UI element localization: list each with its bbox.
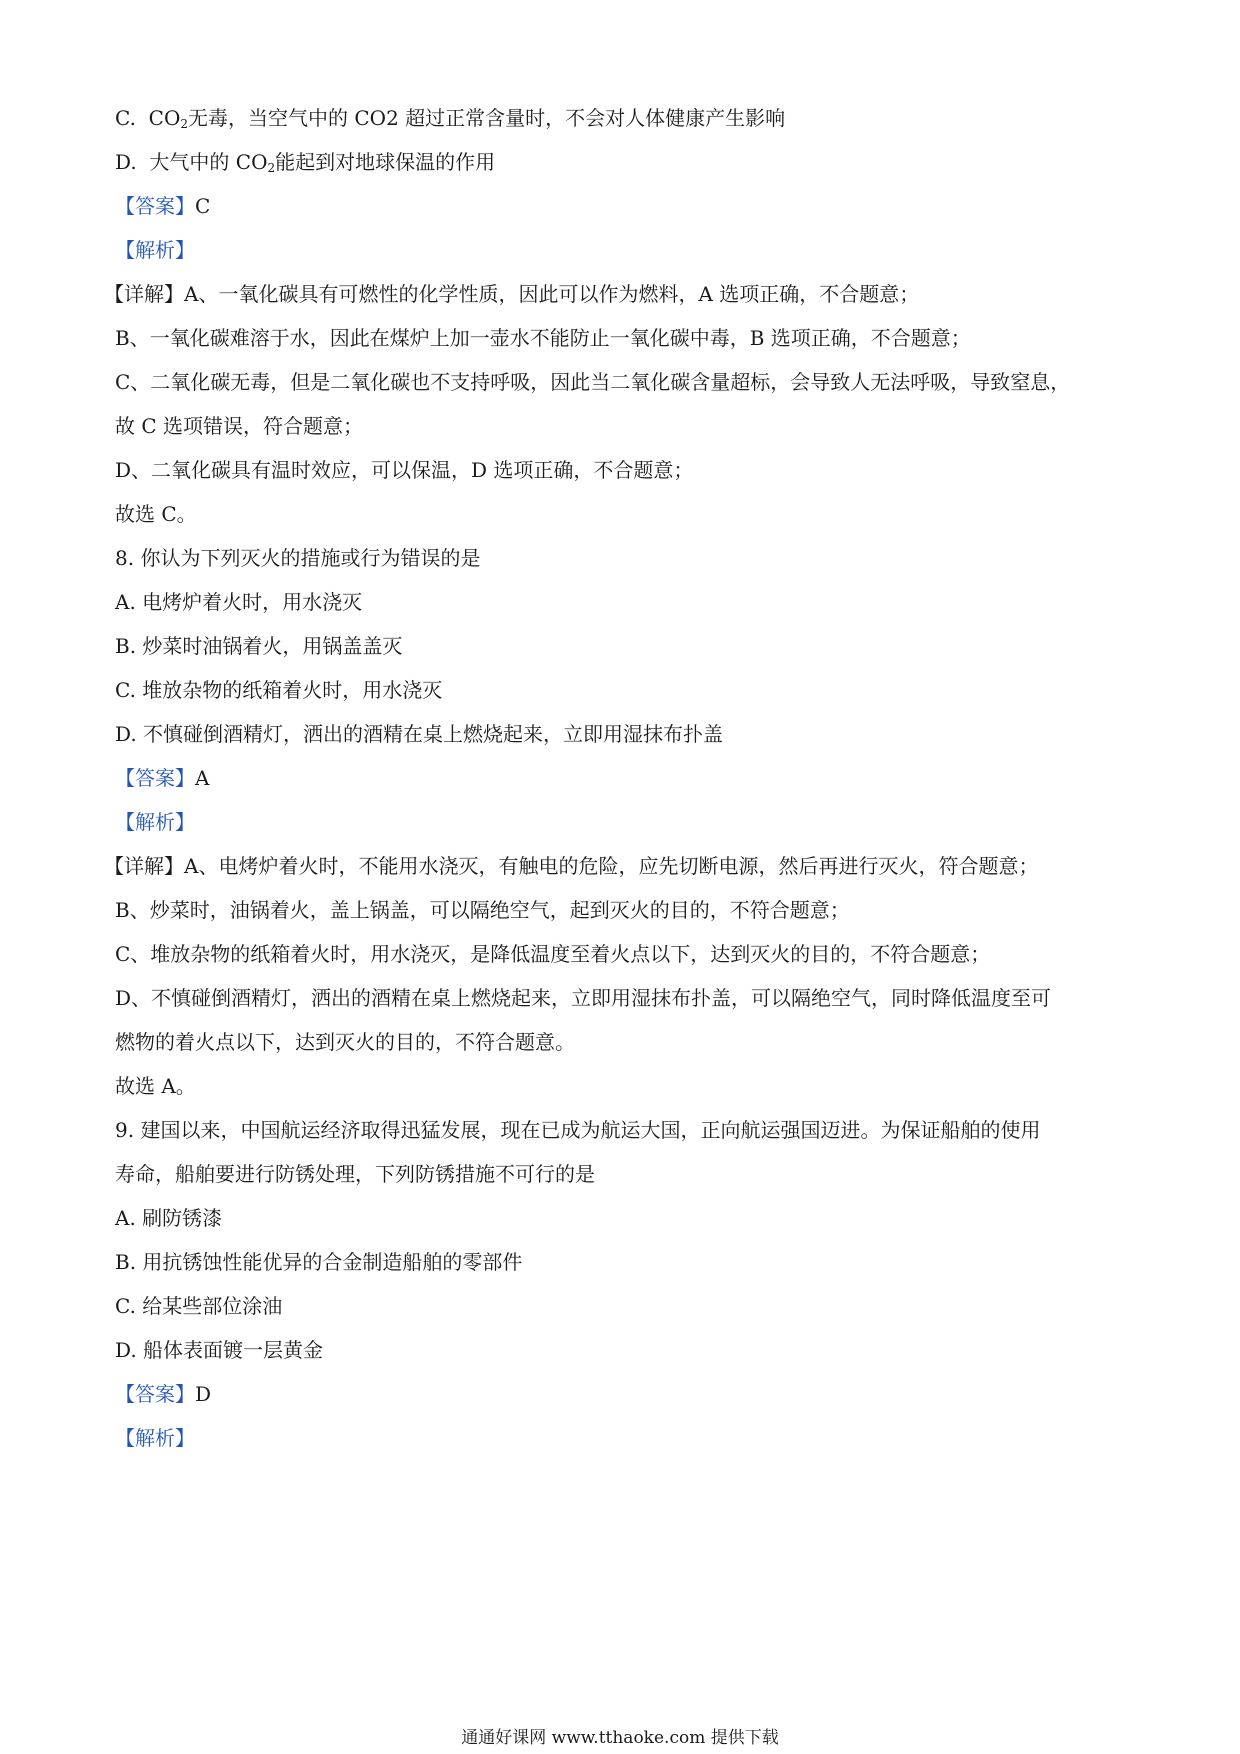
q7-detail-line: 故 C 选项错误，符合题意； (115, 414, 364, 438)
q9-option-d: D. 船体表面镀一层黄金 (115, 1338, 324, 1362)
q8-option-d: D. 不慎碰倒酒精灯，洒出的酒精在桌上燃烧起来，立即用湿抹布扑盖 (115, 722, 724, 746)
q8-detail-line: 燃物的着火点以下，达到灭火的目的，不符合题意。 (115, 1030, 575, 1054)
detail-tag: 【详解】 (104, 282, 184, 306)
q8-answer: 【答案】A (115, 766, 210, 790)
q7-detail-line: B、一氧化碳难溶于水，因此在煤炉上加一壶水不能防止一氧化碳中毒，B 选项正确，不合题意； (115, 326, 971, 350)
q9-option-a: A. 刷防锈漆 (115, 1206, 223, 1230)
detail-tag: 【详解】 (104, 854, 184, 878)
q8-detail-line: B、炒菜时，油锅着火，盖上锅盖，可以隔绝空气，起到灭火的目的，不符合题意； (115, 898, 850, 922)
q9-answer: 【答案】D (115, 1382, 212, 1406)
q7-detail-line: C、二氧化碳无毒，但是二氧化碳也不支持呼吸，因此当二氧化碳含量超标，会导致人无法呼吸，导致窒息， (115, 370, 1071, 394)
q7-detail-line: D、二氧化碳具有温时效应，可以保温，D 选项正确，不合题意； (115, 458, 694, 482)
q9-question: 9. 建国以来，中国航运经济取得迅猛发展，现在已成为航运大国，正向航运强国迈进。为保证船舶的使用 (115, 1118, 1041, 1142)
q8-detail-line: C、堆放杂物的纸箱着火时，用水浇灭，是降低温度至着火点以下，达到灭火的目的，不符合题意； (115, 942, 991, 966)
answer-tag: 【答案】 (115, 194, 195, 218)
q7-detail-line: 【详解】A、一氧化碳具有可燃性的化学性质，因此可以作为燃料，A 选项正确，不合题意； (104, 282, 920, 306)
q8-option-c: C. 堆放杂物的纸箱着火时，用水浇灭 (115, 678, 443, 702)
q7-option-d: D. 大气中的 $CO_2$能起到对地球保温的作用 (115, 150, 496, 175)
q8-conclusion: 故选 A。 (115, 1074, 196, 1098)
q8-option-a: A. 电烤炉着火时，用水浇灭 (115, 590, 363, 614)
page-footer: 通通好课网 www.tthaoke.com 提供下载 (461, 1728, 779, 1748)
q8-option-b: B. 炒菜时油锅着火，用锅盖盖灭 (115, 634, 403, 658)
answer-tag: 【答案】 (115, 1382, 195, 1406)
q8-question: 8. 你认为下列灭火的措施或行为错误的是 (115, 546, 481, 570)
q8-detail-line: 【详解】A、电烤炉着火时，不能用水浇灭，有触电的危险，应先切断电源，然后再进行灭火，符合题意； (104, 854, 1039, 878)
answer-tag: 【答案】 (115, 766, 195, 790)
q7-option-c: C. $CO_2$无毒，当空气中的 CO2 超过正常含量时，不会对人体健康产生影响 (115, 106, 786, 131)
q7-answer: 【答案】C (115, 194, 211, 218)
q9-analysis-tag: 【解析】 (115, 1426, 195, 1450)
q7-analysis-tag: 【解析】 (115, 238, 195, 262)
q9-option-b: B. 用抗锈蚀性能优异的合金制造船舶的零部件 (115, 1250, 523, 1274)
q9-question: 寿命，船舶要进行防锈处理，下列防锈措施不可行的是 (115, 1162, 595, 1186)
q8-detail-line: D、不慎碰倒酒精灯，洒出的酒精在桌上燃烧起来，立即用湿抹布扑盖，可以隔绝空气，同时降低温度至可 (115, 986, 1052, 1010)
q8-analysis-tag: 【解析】 (115, 810, 195, 834)
q9-option-c: C. 给某些部位涂油 (115, 1294, 283, 1318)
q7-conclusion: 故选 C。 (115, 502, 197, 526)
